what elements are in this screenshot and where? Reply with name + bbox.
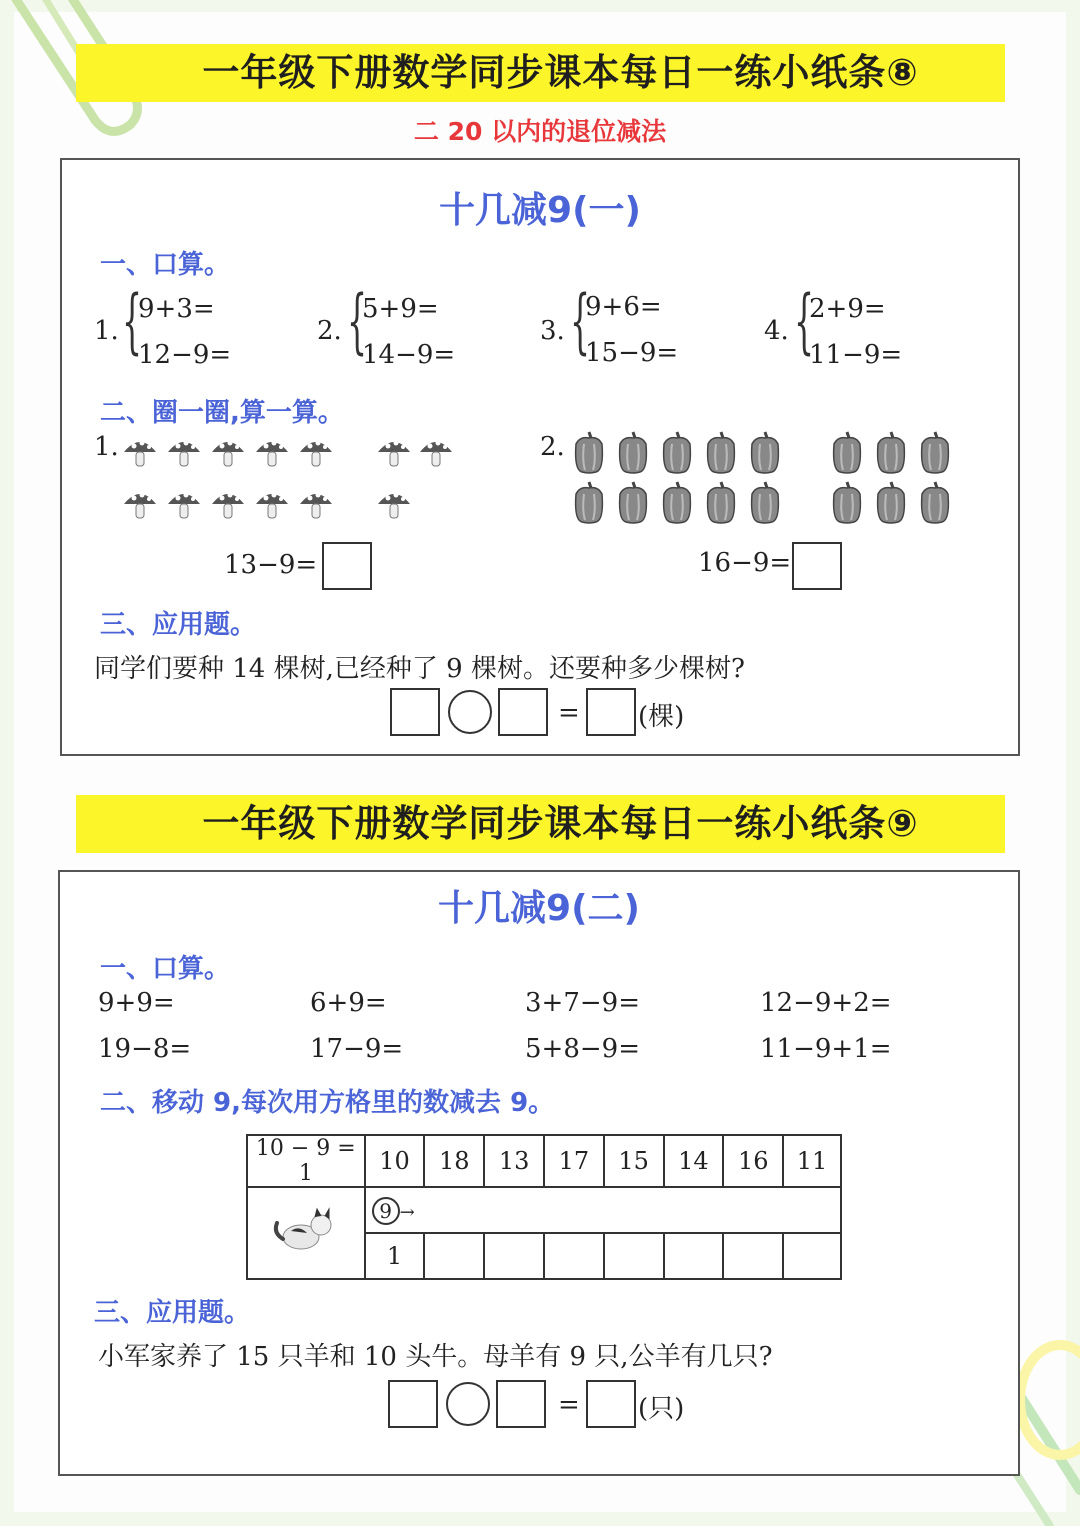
grid-number-cell: 17 [544,1135,604,1187]
operator-circle[interactable] [448,690,492,734]
unit-label: (只) [638,1394,685,1424]
question-2-equation: 16−9= [698,548,792,578]
brace-icon: { [794,280,815,362]
calc-item: 5+8−9= [525,1034,640,1064]
grid-number-cell: 16 [723,1135,783,1187]
grid-answer-cell[interactable] [544,1233,604,1279]
pepper-group-icon [570,428,960,528]
question-number: 2. [540,432,565,462]
calc-item: 19−8= [98,1034,192,1064]
equals-sign: = [558,698,580,728]
problem-a: 2+9= [809,294,886,324]
grid-answer-cell[interactable] [723,1233,783,1279]
sheet1-box [60,158,1020,756]
answer-box[interactable] [792,542,842,590]
equals-sign: = [558,1390,580,1420]
grid-number-cell: 13 [484,1135,544,1187]
mushroom-group-icon [120,432,460,532]
problem-a: 5+9= [362,294,439,324]
calc-item: 11−9+1= [760,1034,892,1064]
answer-box-1[interactable] [388,1380,438,1428]
grid-number-cell: 14 [664,1135,724,1187]
subtraction-grid [246,1134,842,1280]
problem-b: 15−9= [585,338,679,368]
problem-number: 3. [540,316,565,346]
sheet1-section-2: 二、圈一圈,算一算。 [100,398,344,428]
calc-item: 6+9= [310,988,387,1018]
grid-number-cell: 15 [604,1135,664,1187]
sheet2-section-1: 一、口算。 [100,954,231,984]
problem-number: 4. [764,316,789,346]
sheet2-banner: 一年级下册数学同步课本每日一练小纸条⑨ [76,795,1005,853]
answer-box-result[interactable] [586,1380,636,1428]
question-number: 1. [94,432,119,462]
mover-row [365,1187,841,1233]
problem-a: 9+3= [138,294,215,324]
sheet1-banner: 一年级下册数学同步课本每日一练小纸条⑧ [76,44,1005,102]
grid-number-cell: 18 [424,1135,484,1187]
calc-item: 12−9+2= [760,988,892,1018]
problem-number: 1. [94,316,119,346]
grid-number-cell: 11 [783,1135,841,1187]
cat-cell [247,1187,365,1279]
calc-item: 17−9= [310,1034,404,1064]
answer-box-1[interactable] [390,688,440,736]
brace-icon: { [347,280,368,362]
calc-item: 9+9= [98,988,175,1018]
answer-box-result[interactable] [586,688,636,736]
sheet2-section-2: 二、移动 9,每次用方格里的数减去 9。 [100,1088,555,1118]
sheet1-subtitle: 二 20 以内的退位减法 [413,117,667,146]
brace-icon: { [570,280,591,362]
sheet1-section-1: 一、口算。 [100,250,231,280]
sheet2-box [58,870,1020,1476]
arrow-right-icon: → [399,1201,415,1223]
operator-circle[interactable] [446,1382,490,1426]
problem-a: 9+6= [585,292,662,322]
sheet1-title: 十几减9(一) [439,190,641,231]
grid-answer-cell: 1 [365,1233,425,1279]
grid-number-cell: 10 [365,1135,425,1187]
grid-answer-cell[interactable] [484,1233,544,1279]
answer-box[interactable] [322,542,372,590]
grid-header-cell: 10 − 9 = 1 [247,1135,365,1187]
sheet2-section-3: 三、应用题。 [94,1298,251,1328]
question-1-equation: 13−9= [224,550,318,580]
sheet2-title: 十几减9(二) [438,888,640,929]
problem-b: 12−9= [138,340,232,370]
calc-item: 3+7−9= [525,988,640,1018]
brace-icon: { [122,280,143,362]
grid-answer-cell[interactable] [783,1233,841,1279]
answer-box-2[interactable] [496,1380,546,1428]
answer-box-2[interactable] [498,688,548,736]
sheet2-word-problem: 小军家养了 15 只羊和 10 头牛。母羊有 9 只,公羊有几只? [98,1342,773,1372]
mover-circle: 9 [372,1197,400,1225]
problem-number: 2. [317,316,342,346]
grid-answer-cell[interactable] [664,1233,724,1279]
grid-answer-cell[interactable] [424,1233,484,1279]
sheet1-word-problem: 同学们要种 14 棵树,已经种了 9 棵树。还要种多少棵树? [94,654,745,684]
grid-answer-cell[interactable] [604,1233,664,1279]
problem-b: 11−9= [809,340,903,370]
sheet1-section-3: 三、应用题。 [100,610,257,640]
unit-label: (棵) [638,702,685,732]
cat-icon [271,1205,341,1255]
problem-b: 14−9= [362,340,456,370]
